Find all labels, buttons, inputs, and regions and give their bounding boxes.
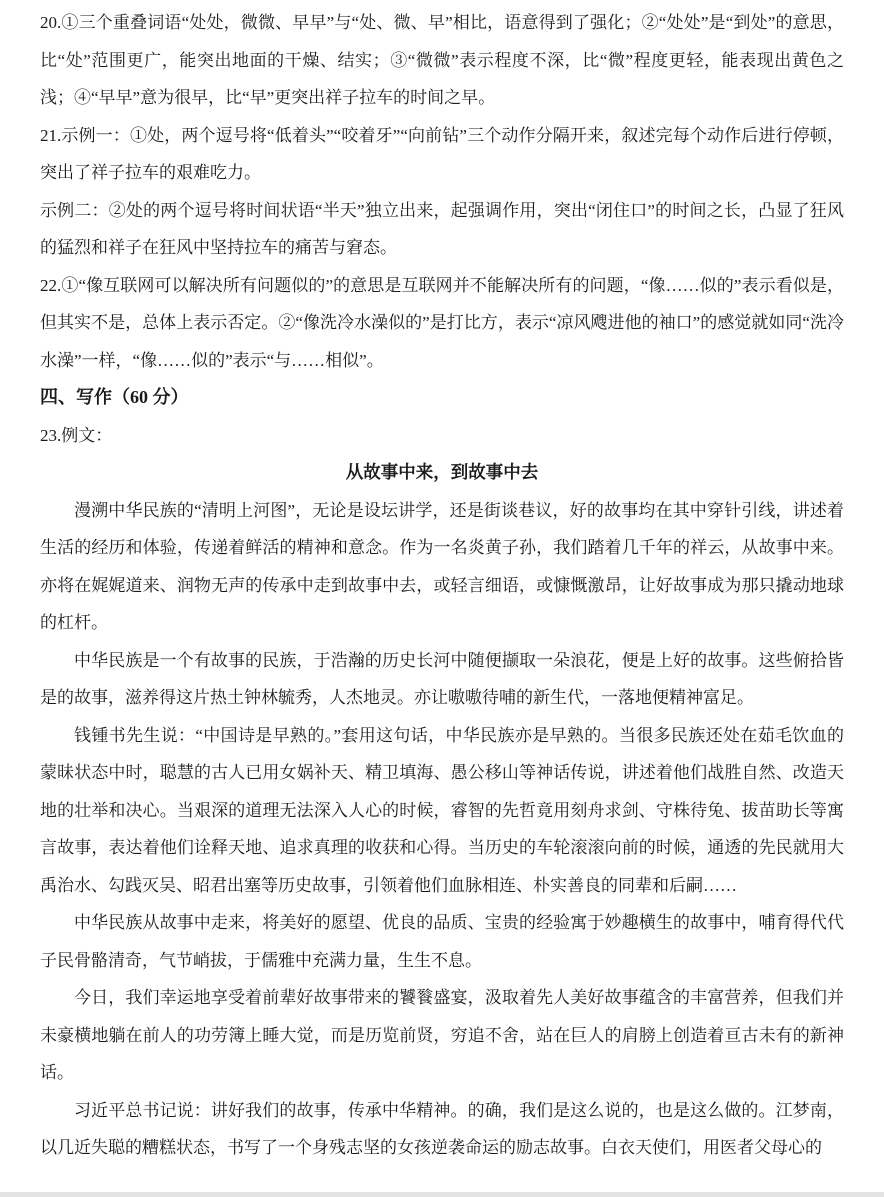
answer-21-example-1: 21.示例一：①处，两个逗号将“低着头”“咬着牙”“向前钻”三个动作分隔开来，叙述完每个动作后进行停顿，突出了祥子拉车的艰难吃力。 bbox=[40, 125, 844, 182]
essay-label: 23.例文： bbox=[40, 425, 113, 445]
essay-paragraph-1: 漫溯中华民族的“清明上河图”，无论是设坛讲学，还是街谈巷议，好的故事均在其中穿针引线，讲述着生活的经历和体验，传递着鲜活的精神和意念。作为一名炎黄子孙，我们踏着几千年的祥云，从故事中来。亦将在娓娓道来、润物无声的传承中走到故事中去，或轻言细语，或慷慨激昂，让好故事成为那只撬动地球的杠杆。 bbox=[40, 500, 844, 632]
page-bottom-edge bbox=[0, 1192, 884, 1197]
essay-paragraph-6: 习近平总书记说：讲好我们的故事，传承中华精神。的确，我们是这么说的，也是这么做的。江梦南，以几近失聪的糟糕状态，书写了一个身残志坚的女孩逆袭命运的励志故事。白衣天使们，用医者父母心的 bbox=[40, 1100, 844, 1157]
section-heading-writing: 四、写作（60 分） bbox=[40, 387, 189, 407]
essay-paragraph-4: 中华民族从故事中走来，将美好的愿望、优良的品质、宝贵的经验寓于妙趣横生的故事中，哺育得代代子民骨骼清奇，气节峭拔，于儒雅中充满力量，生生不息。 bbox=[40, 913, 844, 970]
answer-20: 20.①三个重叠词语“处处，微微、早早”与“处、微、早”相比，语意得到了强化；②“处处”是“到处”的意思，比“处”范围更广，能突出地面的干燥、结实；③“微微”表示程度不深，比“微”程度更轻，能表现出黄色之浅；④“早早”意为很早，比“早”更突出祥子拉车的时间之早。 bbox=[40, 13, 844, 107]
essay-paragraph-2: 中华民族是一个有故事的民族，于浩瀚的历史长河中随便撷取一朵浪花，便是上好的故事。这些俯拾皆是的故事，滋养得这片热土钟林毓秀，人杰地灵。亦让嗷嗷待哺的新生代，一落地便精神富足。 bbox=[40, 650, 844, 707]
answer-22: 22.①“像互联网可以解决所有问题似的”的意思是互联网并不能解决所有的问题，“像……似的”表示看似是，但其实不是，总体上表示否定。②“像洗冷水澡似的”是打比方，表示“凉风飕进他的袖口”的感觉就如同“洗冷水澡”一样，“像……似的”表示“与……相似”。 bbox=[40, 275, 844, 370]
essay-paragraph-3: 钱锺书先生说：“中国诗是早熟的。”套用这句话，中华民族亦是早熟的。当很多民族还处在茹毛饮血的蒙昧状态中时，聪慧的古人已用女娲补天、精卫填海、愚公移山等神话传说，讲述着他们战胜自然、改造天地的壮举和决心。当艰深的道理无法深入人心的时候，睿智的先哲竟用刻舟求剑、守株待兔、拔苗助长等寓言故事，表达着他们诠释天地、追求真理的收获和心得。当历史的车轮滚滚向前的时候，通透的先民就用大禹治水、勾践灭吴、昭君出塞等历史故事，引领着他们血脉相连、朴实善良的同辈和后嗣…… bbox=[40, 725, 844, 895]
essay-paragraph-5: 今日，我们幸运地享受着前辈好故事带来的饕餮盛宴，汲取着先人美好故事蕴含的丰富营养，但我们并未豪横地躺在前人的功劳簿上睡大觉，而是历览前贤，穷追不舍，站在巨人的肩膀上创造着亘古未有的新神话。 bbox=[40, 988, 844, 1082]
essay-title: 从故事中来，到故事中去 bbox=[345, 462, 539, 482]
answer-21-example-2: 示例二：②处的两个逗号将时间状语“半天”独立出来，起强调作用，突出“闭住口”的时间之长，凸显了狂风的猛烈和祥子在狂风中坚持拉车的痛苦与窘态。 bbox=[40, 200, 844, 257]
